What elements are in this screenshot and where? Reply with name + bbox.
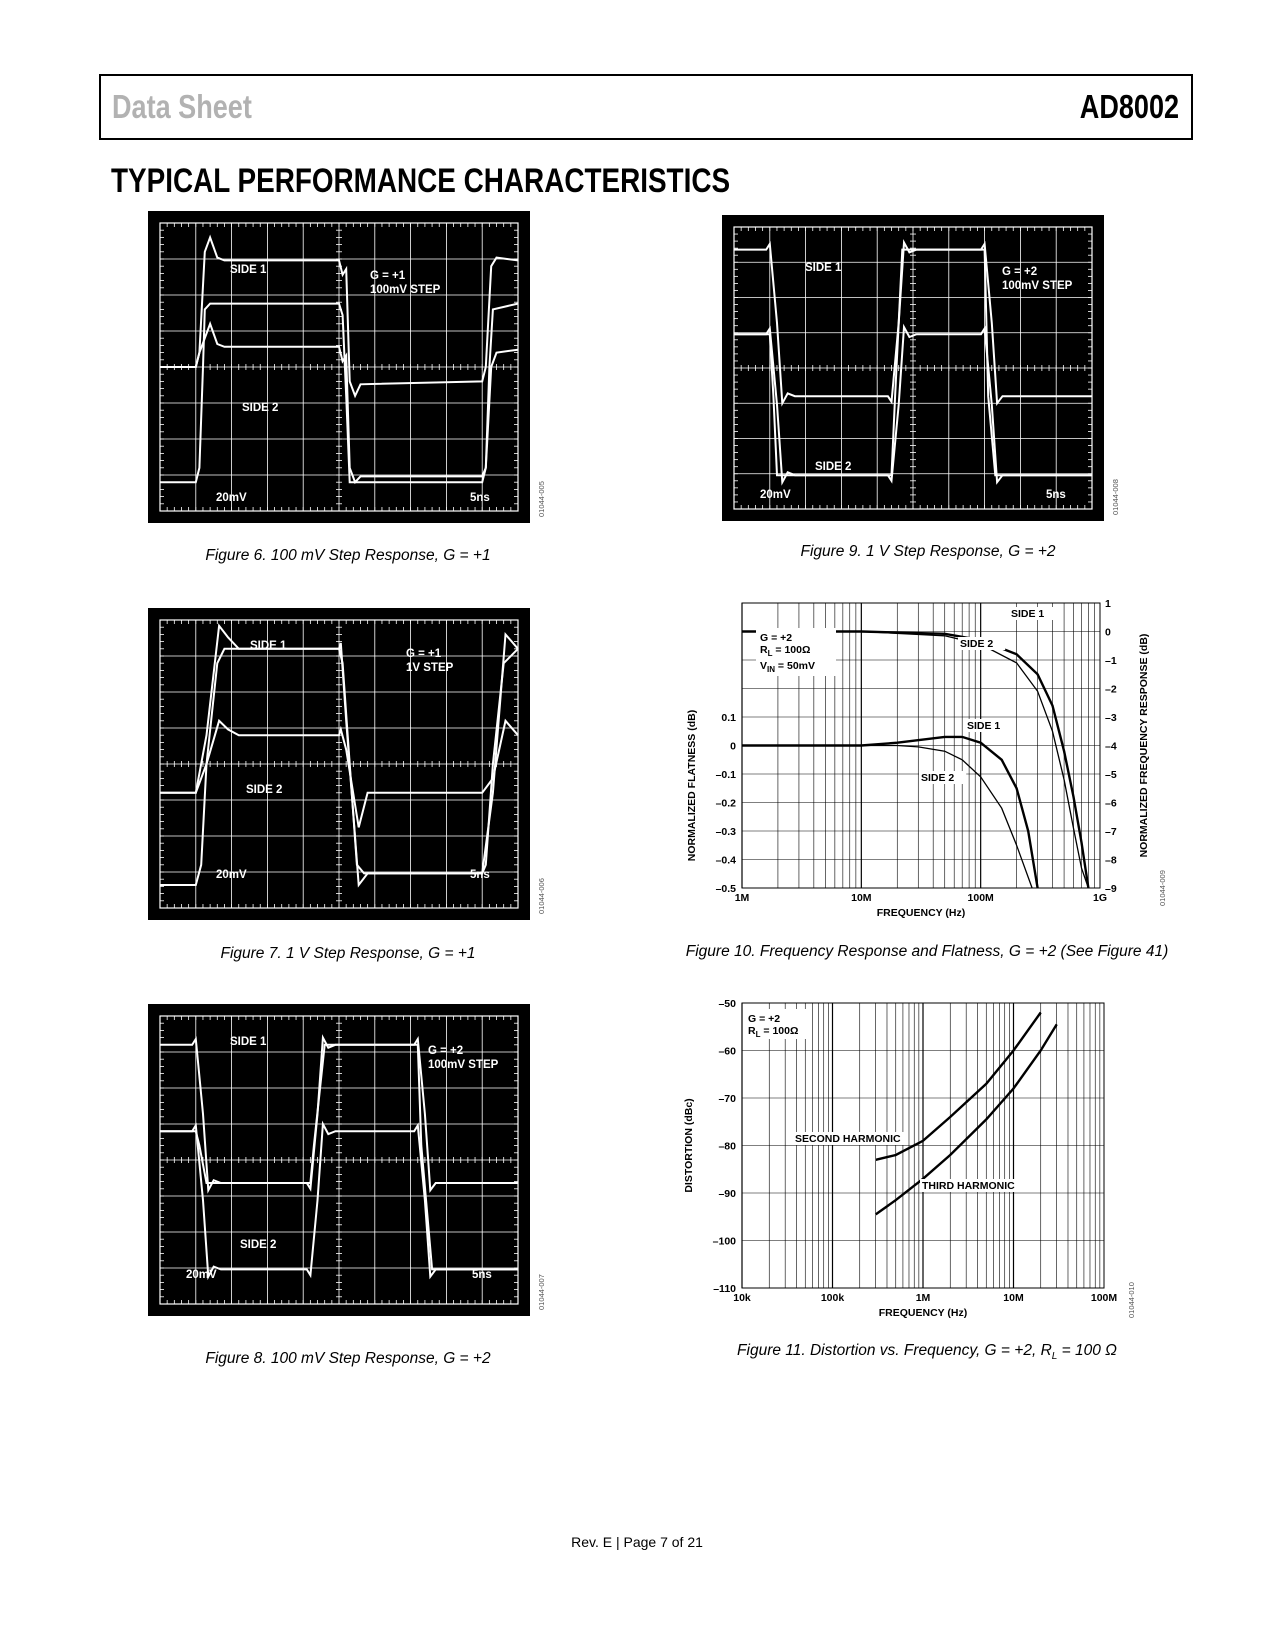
scope-figure-9 (722, 215, 1132, 541)
right-tick-label: –5 (1105, 769, 1117, 781)
load-condition: $R_L = 100\Omega$ (760, 644, 811, 658)
figure-8-caption: Figure 8. 100 mV Step Response, G = +2 (205, 1350, 491, 1367)
x-tick-label: 10k (733, 1292, 751, 1304)
x-tick-label: 10M (1003, 1292, 1024, 1304)
left-tick-label: –0.5 (715, 883, 736, 895)
y-tick-label: –50 (718, 998, 736, 1010)
step-label: 100mV STEP (370, 284, 441, 296)
part-number: AD8002 (1079, 88, 1179, 125)
figure-11-caption (737, 1342, 1117, 1362)
figure-7-caption: Figure 7. 1 V Step Response, G = +1 (220, 945, 476, 962)
left-tick-label: –0.1 (715, 769, 736, 781)
x-tick-label: 100k (820, 1292, 845, 1304)
figure-9-caption: Figure 9. 1 V Step Response, G = +2 (800, 543, 1056, 560)
side-1-label: SIDE 1 (230, 1036, 267, 1048)
right-tick-label: –3 (1105, 712, 1117, 724)
left-tick-label: –0.3 (715, 826, 736, 838)
right-tick-label: –1 (1105, 655, 1117, 667)
input-condition: $V_{IN} = 50mV$ (760, 660, 816, 674)
y-tick-label: –90 (718, 1188, 736, 1200)
figure-code: 01044-010 (1127, 1282, 1136, 1318)
gain-label: G = +2 (428, 1045, 464, 1057)
figure-code: 01044-009 (1158, 870, 1167, 906)
time-per-div-label: 5ns (1046, 489, 1066, 501)
left-axis-label: NORMALIZED FLATNESS (dB) (686, 709, 698, 862)
series-label-third-harmonic: THIRD HARMONIC (922, 1180, 1015, 1192)
figure-11-caption-end: = 100 Ω (1057, 1342, 1117, 1359)
figure-10-caption: Figure 10. Frequency Response and Flatness, G = +2 (See Figure 41) (685, 943, 1169, 960)
x-tick-label: 1M (734, 892, 750, 904)
x-tick-label: 10M (851, 892, 872, 904)
left-tick-label: 0.1 (721, 712, 736, 724)
volts-per-div-label: 20mV (186, 1269, 217, 1281)
step-label: 1V STEP (406, 662, 454, 674)
scope-figure-7 (148, 608, 548, 938)
y-tick-label: –80 (718, 1140, 736, 1153)
page-header (99, 74, 1193, 140)
y-axis-label: DISTORTION (dBc) (683, 1098, 695, 1193)
right-tick-label: –6 (1105, 797, 1117, 810)
x-tick-label: 100M (1090, 1292, 1118, 1304)
step-label: 100mV STEP (1002, 280, 1073, 292)
gain-condition: G = +2 (748, 1013, 781, 1025)
left-tick-label: –0.4 (715, 854, 736, 867)
figure-11-caption-sub: L (1051, 1351, 1058, 1363)
side-1-label: SIDE 1 (250, 640, 287, 652)
page-footer: Rev. E | Page 7 of 21 (571, 1534, 703, 1550)
right-tick-label: –8 (1105, 854, 1117, 867)
right-tick-label: –9 (1105, 883, 1117, 895)
x-tick-label: 1G (1092, 892, 1108, 904)
series-label-side-1-response: SIDE 1 (1011, 608, 1045, 620)
right-tick-label: –2 (1105, 683, 1117, 696)
side-2-label: SIDE 2 (815, 461, 852, 473)
x-axis-label: FREQUENCY (Hz) (878, 1307, 968, 1319)
volts-per-div-label: 20mV (216, 492, 247, 504)
side-2-label: SIDE 2 (242, 402, 279, 414)
time-per-div-label: 5ns (470, 492, 490, 504)
gain-label: G = +2 (1002, 266, 1038, 278)
section-title: TYPICAL PERFORMANCE CHARACTERISTICS (111, 162, 731, 200)
left-tick-label: –0.2 (715, 797, 736, 810)
right-tick-label: –7 (1105, 826, 1117, 838)
volts-per-div-label: 20mV (216, 869, 247, 881)
x-axis-label: FREQUENCY (Hz) (876, 907, 966, 919)
scope-figure-6 (148, 211, 548, 541)
series-label-second-harmonic: SECOND HARMONIC (795, 1133, 901, 1145)
document-type: Data Sheet (112, 88, 252, 125)
gain-label: G = +1 (370, 270, 406, 282)
figure-6-caption: Figure 6. 100 mV Step Response, G = +1 (205, 547, 491, 564)
side-2-label: SIDE 2 (246, 784, 283, 796)
series-line-side-2-left (742, 746, 1032, 889)
series-label-side-2-response: SIDE 2 (960, 638, 994, 650)
left-tick-label: 0 (730, 740, 736, 753)
volts-per-div-label: 20mV (760, 489, 791, 501)
figure-code: 01044-005 (537, 481, 546, 517)
grid (742, 1003, 1104, 1288)
x-tick-label: 100M (967, 892, 994, 904)
chart-figure-11 (683, 995, 1160, 1335)
scope-figure-8 (148, 1004, 548, 1334)
figure-code: 01044-006 (537, 878, 546, 914)
side-1-label: SIDE 1 (230, 264, 267, 276)
time-per-div-label: 5ns (470, 869, 490, 881)
series-label-side-1-flatness: SIDE 1 (967, 720, 1001, 732)
series-label-side-2-flatness: SIDE 2 (921, 772, 955, 784)
figure-code: 01044-008 (1111, 479, 1120, 515)
right-tick-label: 1 (1105, 598, 1111, 610)
y-tick-label: –100 (712, 1235, 736, 1248)
right-axis-label: NORMALIZED FREQUENCY RESPONSE (dB) (1138, 633, 1150, 858)
figure-code: 01044-007 (537, 1274, 546, 1310)
gain-condition: G = +2 (760, 632, 793, 644)
load-condition: $R_L = 100\Omega$ (748, 1025, 799, 1039)
side-2-label: SIDE 2 (240, 1239, 277, 1251)
gain-label: G = +1 (406, 648, 442, 660)
x-tick-label: 1M (915, 1292, 931, 1304)
chart-figure-10 (685, 595, 1165, 935)
y-tick-label: –60 (718, 1045, 736, 1058)
right-tick-label: –4 (1105, 740, 1117, 753)
y-tick-label: –70 (718, 1093, 736, 1105)
side-1-label: SIDE 1 (805, 262, 842, 274)
series-line-side-1-left (742, 737, 1038, 888)
figure-11-caption-main: Figure 11. Distortion vs. Frequency, G = +2, R (737, 1342, 1052, 1359)
step-label: 100mV STEP (428, 1059, 499, 1071)
y-tick-label: –110 (713, 1283, 736, 1295)
time-per-div-label: 5ns (472, 1269, 492, 1281)
right-tick-label: 0 (1105, 626, 1111, 639)
